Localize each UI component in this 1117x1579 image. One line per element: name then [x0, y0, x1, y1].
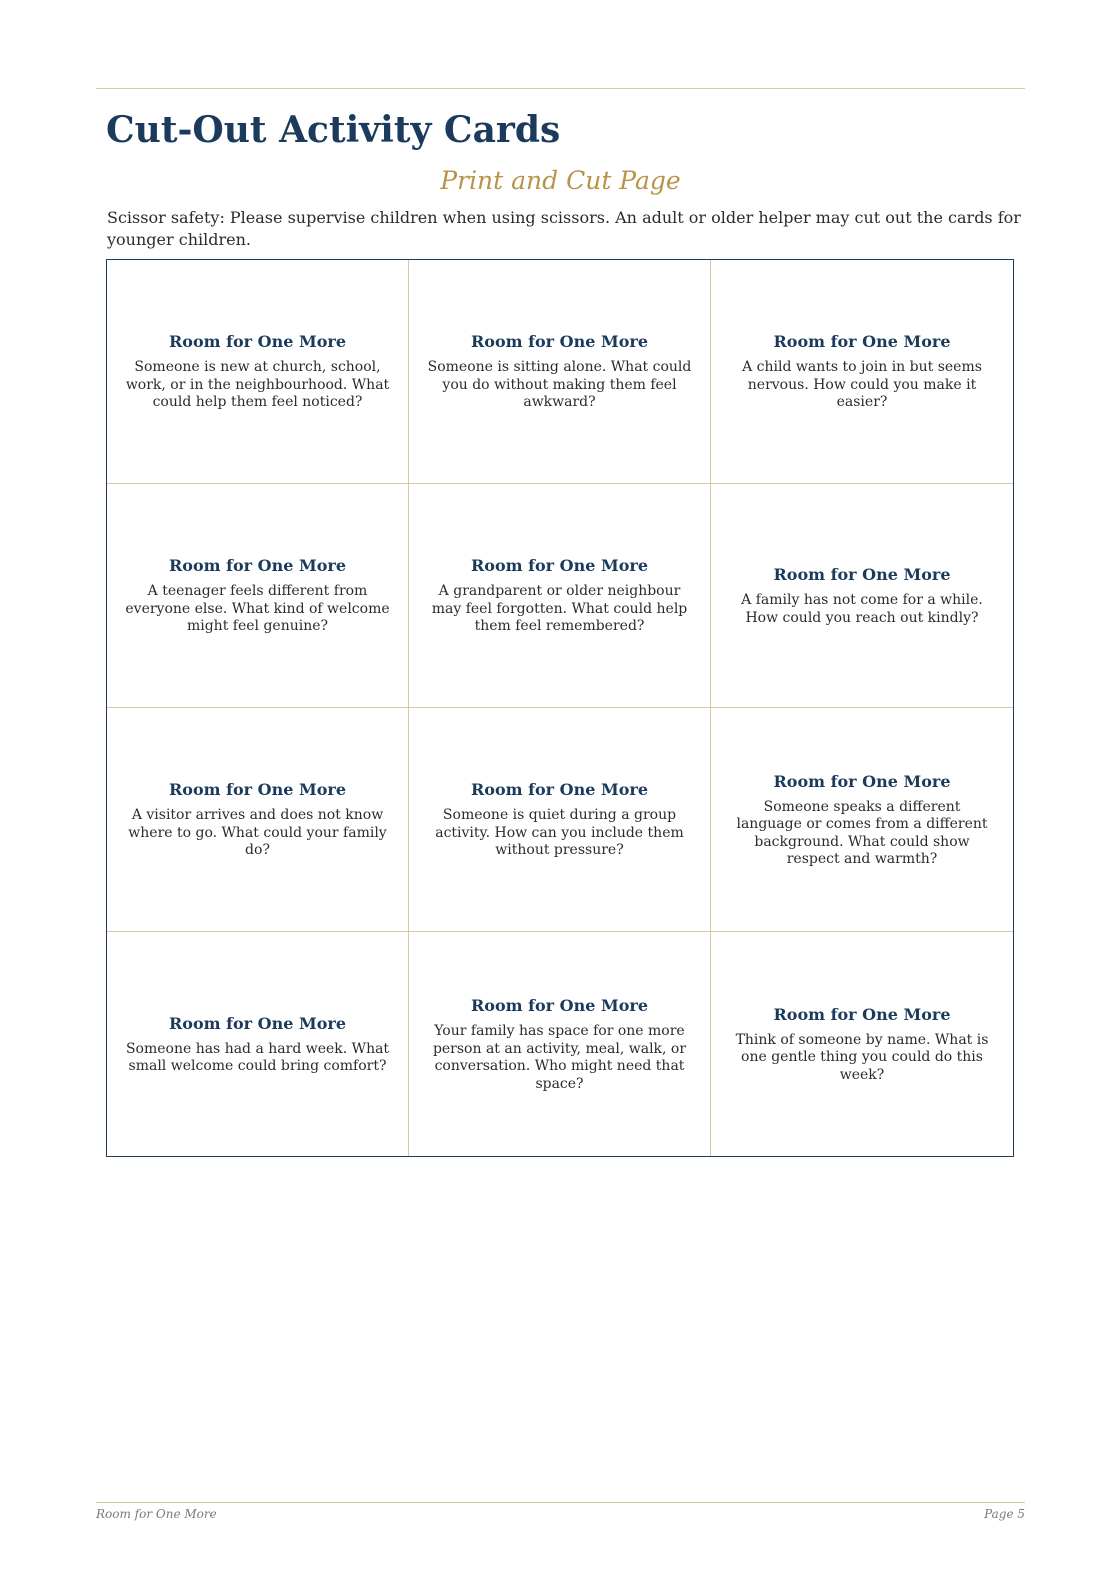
activity-card — [409, 484, 711, 708]
activity-card — [107, 260, 409, 484]
card-title: Room for One More — [168, 556, 346, 576]
card-title: Room for One More — [470, 332, 648, 352]
card-title: Room for One More — [470, 556, 648, 576]
card-title: Room for One More — [470, 780, 648, 800]
card-prompt: Someone speaks a different language or comes from a different background. What could show respect and warmth? — [736, 798, 988, 867]
card-title: Room for One More — [773, 1004, 951, 1024]
activity-card — [107, 932, 409, 1156]
top-rule — [96, 88, 1025, 89]
card-prompt: Someone is quiet during a group activity. How can you include them without pressure? — [435, 807, 684, 859]
card-grid — [106, 259, 1014, 1157]
card-title: Room for One More — [168, 332, 346, 352]
card-title: Room for One More — [470, 996, 648, 1015]
card-title: Room for One More — [773, 771, 951, 791]
activity-card — [409, 708, 711, 932]
page-title: Cut-Out Activity Cards — [106, 109, 561, 151]
activity-card — [711, 708, 1013, 932]
activity-card — [107, 484, 409, 708]
card-prompt: A family has not come for a while. How could you reach out kindly? — [741, 592, 983, 626]
card-prompt: Your family has space for one more person at an activity, meal, walk, or conversation. Who might need that space? — [432, 1023, 687, 1092]
footer-page-number: Page 5 — [984, 1507, 1025, 1521]
card-title: Room for One More — [168, 1013, 346, 1033]
activity-card — [409, 260, 711, 484]
card-title: Room for One More — [168, 780, 346, 800]
footer-document-title: Room for One More — [96, 1507, 217, 1521]
page-subtitle: Print and Cut Page — [440, 166, 681, 195]
card-title: Room for One More — [773, 565, 951, 584]
card-prompt: Think of someone by name. What is one gentle thing you could do this week? — [735, 1031, 989, 1083]
card-prompt: Someone is new at church, school, work, or in the neighbourhood. What could help them feel noticed? — [125, 359, 390, 411]
card-prompt: Someone is sitting alone. What could you do without making them feel awkward? — [427, 359, 692, 411]
activity-card — [409, 932, 711, 1156]
card-prompt: A child wants to join in but seems nervous. How could you make it easier? — [742, 359, 982, 411]
card-title: Room for One More — [773, 332, 951, 352]
activity-card — [711, 932, 1013, 1156]
scissor-safety-note: Scissor safety: Please supervise children when using scissors. An adult or older helper may cut out the cards for younger children. — [107, 208, 1021, 249]
activity-card — [107, 708, 409, 932]
footer-rule — [96, 1502, 1025, 1503]
activity-card — [711, 484, 1013, 708]
card-prompt: A visitor arrives and does not know where to go. What could your family do? — [128, 807, 387, 859]
card-prompt: Someone has had a hard week. What small welcome could bring comfort? — [125, 1040, 390, 1074]
card-prompt: A teenager feels different from everyone else. What kind of welcome might feel genuine? — [125, 583, 390, 635]
activity-card — [711, 260, 1013, 484]
card-prompt: A grandparent or older neighbour may feel forgotten. What could help them feel remembered? — [431, 583, 688, 635]
